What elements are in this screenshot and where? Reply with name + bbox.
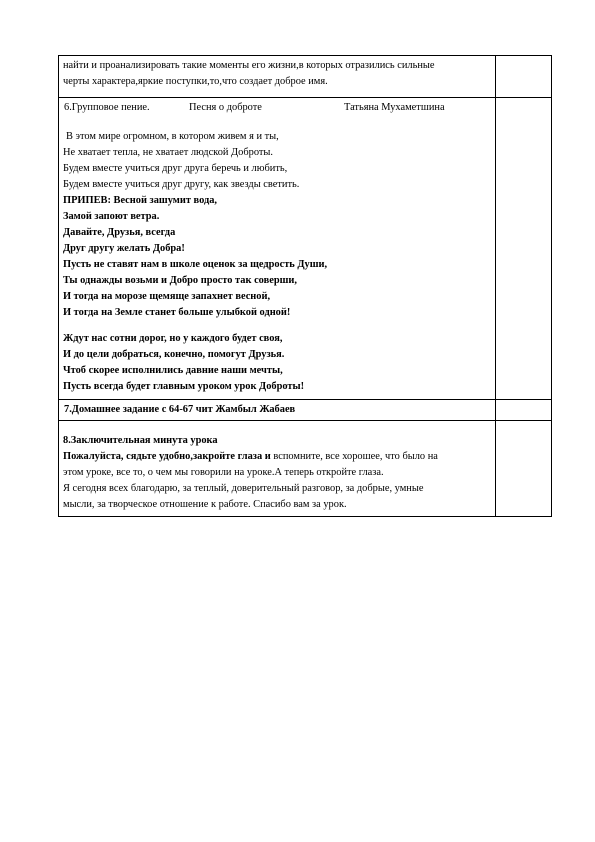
chorus-line: Ты однажды возьми и Добро просто так соверши, [63, 275, 297, 286]
text-regular: вспомните, все хорошее, что было на [270, 451, 438, 462]
verse-line: Будем вместе учиться друг другу, как звезды светить. [63, 179, 300, 190]
empty-cell [495, 421, 552, 517]
song-verse-2 [59, 331, 495, 399]
content-cell [59, 56, 496, 98]
song-title: Песня о доброте [189, 102, 262, 113]
content-cell [59, 421, 496, 517]
text-line: этом уроке, все то, о чем мы говорили на уроке.А теперь откройте глаза. [63, 467, 384, 478]
lesson-table [58, 55, 552, 517]
chorus-line: И тогда на Земле станет больше улыбкой одной! [63, 307, 291, 318]
verse-line: И до цели добраться, конечно, помогут Друзья. [63, 349, 285, 360]
song-verse-1 [59, 127, 495, 193]
chorus-line: Пусть не ставят нам в школе оценок за щедрость Души, [63, 259, 328, 270]
verse-line: Чтоб скорее исполнились давние наши мечты, [63, 365, 283, 376]
table-row [59, 56, 552, 98]
verse-line: Пусть всегда будет главным уроком урок Доброты! [63, 381, 305, 392]
table-row [59, 98, 552, 400]
text-line: найти и проанализировать такие моменты его жизни,в которых отразились сильные [63, 60, 435, 71]
text-line: Я сегодня всех благодарю, за теплый, доверительный разговор, за добрые, умные [63, 483, 424, 494]
verse-line: Не хватает тепла, не хватает людской Доброты. [63, 147, 273, 158]
homework-text: 7.Домашнее задание с 64-67 чит Жамбыл Жабаев [64, 404, 296, 415]
content-cell [59, 400, 496, 421]
song-chorus [59, 193, 495, 321]
section-title: 6.Групповое пение. [64, 102, 150, 113]
chorus-line: Друг другу желать Добра! [63, 243, 185, 254]
text-line [63, 449, 491, 465]
chorus-line: И тогда на морозе щемяще запахнет весной, [63, 291, 271, 302]
song-author: Татьяна Мухаметшина [344, 102, 445, 113]
empty-cell [495, 400, 552, 421]
table-row [59, 421, 552, 517]
chorus-line: Давайте, Друзья, всегда [63, 227, 176, 238]
text-line: черты характера,яркие поступки,то,что создает доброе имя. [63, 76, 328, 87]
chorus-line: Замой запоют ветра. [63, 211, 160, 222]
content-cell [59, 98, 496, 400]
empty-cell [495, 56, 552, 98]
empty-cell [495, 98, 552, 400]
section-heading [59, 98, 495, 117]
section-heading: 8.Заключительная минута урока [63, 435, 218, 446]
verse-line: Ждут нас сотни дорог, но у каждого будет своя, [63, 333, 283, 344]
verse-line: В этом мире огромном, в котором живем я и ты, [66, 131, 279, 142]
chorus-line: ПРИПЕВ: Весной зашумит вода, [63, 195, 218, 206]
verse-line: Будем вместе учиться друг друга беречь и любить, [63, 163, 288, 174]
text-bold: Пожалуйста, сядьте удобно,закройте глаза и [63, 451, 271, 462]
table-row [59, 400, 552, 421]
text-line: мысли, за творческое отношение к работе. Спасибо вам за урок. [63, 499, 347, 510]
